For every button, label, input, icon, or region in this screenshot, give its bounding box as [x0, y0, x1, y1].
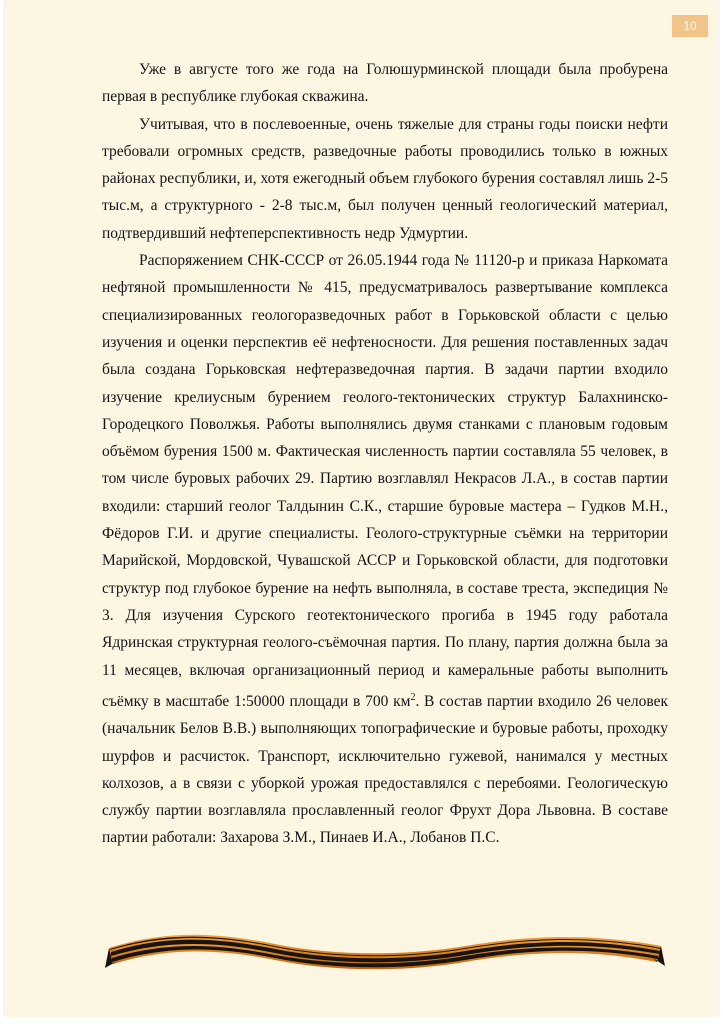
area-superscript: 2 [410, 691, 416, 703]
paragraph-3 [102, 247, 668, 852]
bottom-margin [0, 1017, 723, 1024]
paragraph-2: Учитывая, что в послевоенные, очень тяжелые для страны годы поиски нефти требовали огромных средств, разведочные работы проводились только в южных районах республики, и, хотя ежегодный объем глубокого бурения составлял лишь 2-5 тыс.м, а структурного - 2-8 тыс.м, был получен ценный геологический материал, подтвердивший нефтеперспективность недр Удмуртии. [102, 115, 668, 242]
paragraph-1: Уже в августе того же года на Голюшурминской площади была пробурена первая в республике глубокая скважина. [102, 61, 668, 106]
paragraph-3-text: Распоряжением СНК-СССР от 26.05.1944 года № 11120-р и приказа Наркомата нефтяной промышленности № 415, предусматривалось развертывание комплекса специализированных геологоразведочных работ в Горьковской области с целью изучения и оценки перспектив её нефтеносности. Для решения поставленных задач была создана Горьковская нефтеразведочная партия. В задачи партии входило изучение крелиусным бурением геолого-тектонических структур Балахнинско-Городецкого Поволжья. Работы выполнялись двумя станками с плановым годовым объёмом бурения 1500 м. Фактическая численность партии составляла 55 человек, в том числе буровых рабочих 29. Партию возглавлял Некрасов Л.А., в состав партии входили: старший геолог Талдынин С.К., старшие буровые мастера – Гудков М.Н., Фёдоров Г.И. и другие специалисты. Геолого-структурные съёмки на территории Марийской, Мордовской, Чувашской АССР и Горьковской области, для подготовки структур под глубокое бурение на нефть выполняла, в составе треста, экспедиция № 3. Для изучения Сурского геотектонического прогиба в 1945 году работала Ядринская структурная геолого-съёмочная партия. По плану, партия должна была за 11 месяцев, включая организационный период и камеральные работы выполнить съёмку в масштабе 1:50000 площади в 700 км [102, 252, 668, 710]
document-page [5, 0, 718, 1017]
page-number-badge: 10 [672, 15, 708, 37]
body-text [102, 56, 668, 852]
st-george-ribbon-icon [105, 926, 665, 976]
paragraph-3-tail: . В состав партии входило 26 человек (начальник Белов В.В.) выполняющих топографические и буровые работы, проходку шурфов и расчисток. Транспорт, исключительно гужевой, нанимался у местных колхозов, а в связи с уборкой урожая предоставлялся с перебоями. Геологическую службу партии возглавляла прославленный геолог Фрухт Дора Львовна. В составе партии работали: Захарова З.М., Пинаев И.А., Лобанов П.С. [102, 692, 668, 847]
